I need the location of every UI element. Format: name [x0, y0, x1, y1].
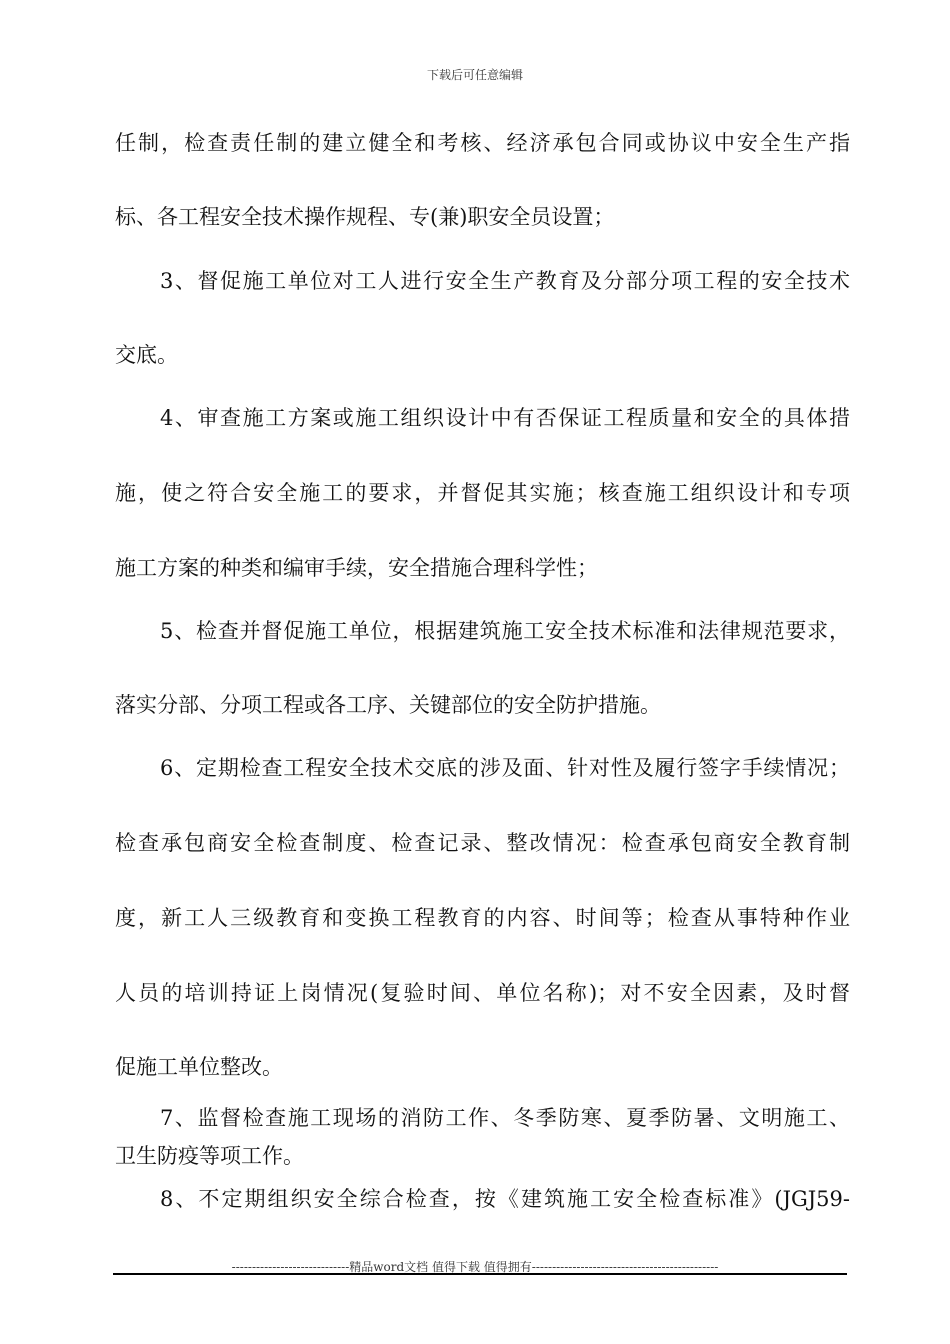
- body-line-16: 卫生防疫等项工作。: [115, 1144, 304, 1168]
- body-line-14: 促施工单位整改。: [115, 1055, 283, 1079]
- body-line-1: 任制，检查责任制的建立健全和考核、经济承包合同或协议中安全生产指: [115, 131, 850, 155]
- body-line-6: 施，使之符合安全施工的要求，并督促其实施；核查施工组织设计和专项: [115, 481, 850, 505]
- page-header: 下载后可任意编辑: [426, 68, 523, 82]
- body-line-17: 8、不定期组织安全综合检查，按《建筑施工安全检查标准》(JGJ59-: [160, 1187, 850, 1211]
- body-line-9: 落实分部、分项工程或各工序、关键部位的安全防护措施。: [115, 693, 661, 717]
- body-line-8: 5、检查并督促施工单位，根据建筑施工安全技术标准和法律规范要求，: [160, 619, 850, 643]
- body-line-3: 3、督促施工单位对工人进行安全生产教育及分部分项工程的安全技术: [160, 269, 850, 293]
- body-line-12: 度，新工人三级教育和变换工程教育的内容、时间等；检查从事特种作业: [115, 906, 850, 930]
- body-line-7: 施工方案的种类和编审手续，安全措施合理科学性；: [115, 556, 598, 580]
- page-footer: -----------------------------精品word文档 值得下载 值得拥有----------------------------------------------: [231, 1260, 719, 1274]
- body-line-4: 交底。: [115, 343, 178, 367]
- body-line-2: 标、各工程安全技术操作规程、专(兼)职安全员设置；: [115, 205, 615, 229]
- body-line-5: 4、审查施工方案或施工组织设计中有否保证工程质量和安全的具体措: [160, 406, 850, 430]
- body-line-11: 检查承包商安全检查制度、检查记录、整改情况：检查承包商安全教育制: [115, 831, 850, 855]
- body-line-15: 7、监督检查施工现场的消防工作、冬季防寒、夏季防暑、文明施工、: [160, 1106, 850, 1130]
- body-line-13: 人员的培训持证上岗情况(复验时间、单位名称)；对不安全因素，及时督: [115, 981, 850, 1005]
- body-line-10: 6、定期检查工程安全技术交底的涉及面、针对性及履行签字手续情况；: [160, 756, 850, 780]
- footer-divider: [113, 1273, 847, 1275]
